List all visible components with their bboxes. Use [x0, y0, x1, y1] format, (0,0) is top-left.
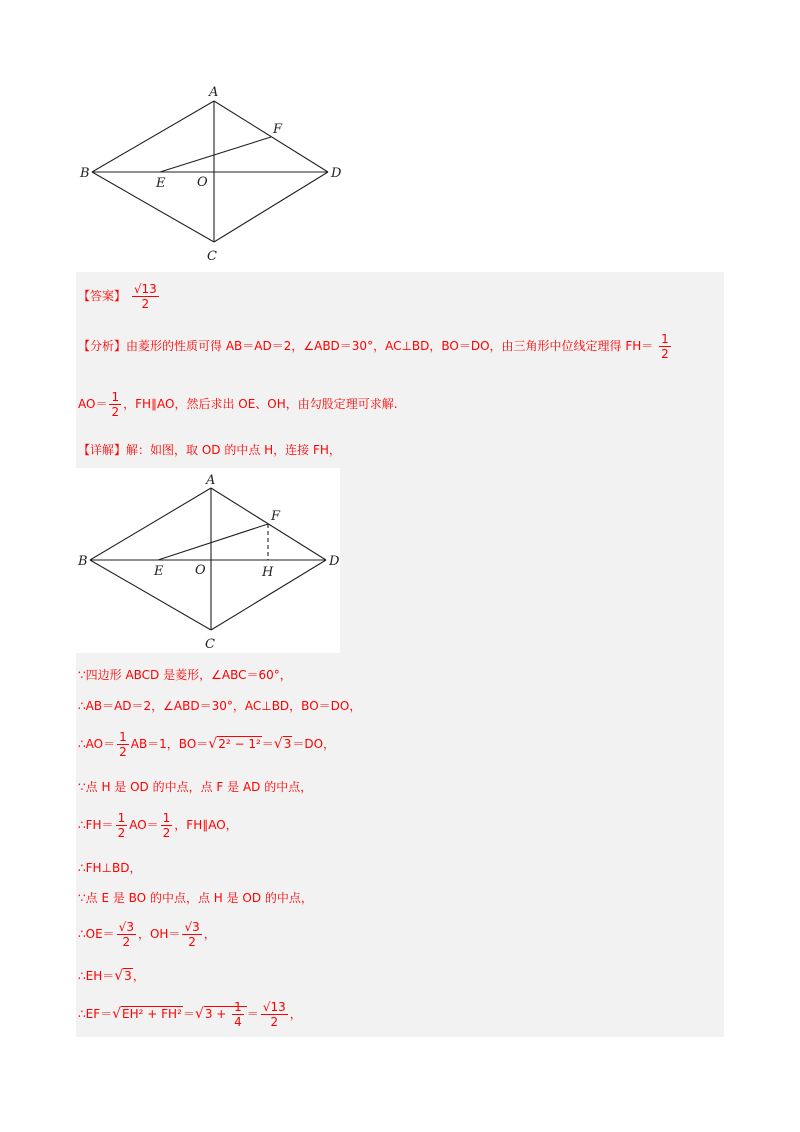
label-e: E [156, 176, 166, 191]
math-text: ∵四边形 ABCD 是菱形，∠ABC＝60°， [78, 668, 292, 682]
math-text: ∵点 H 是 OD 的中点，点 F 是 AD 的中点， [78, 780, 313, 794]
math-text: AO＝ [129, 818, 159, 832]
label2-a: A [206, 473, 216, 488]
analysis-frac1-num: 1 [661, 332, 669, 346]
analysis-line-1 [78, 332, 673, 361]
detail-tag: 【详解】 [78, 443, 127, 457]
analysis-text-1: 由菱形的性质可得 AB＝AD＝2，∠ABD＝30°，AC⊥BD，BO＝DO，由三角形中位线定理得 FH＝ [126, 339, 654, 353]
math-text: AB＝1，BO＝ [130, 737, 209, 751]
segment2-ef [158, 524, 268, 560]
step-9: ∴EH＝√3， [78, 968, 145, 984]
edge2-cb [90, 560, 211, 630]
label-f: F [273, 122, 283, 137]
math-text: 2 [122, 935, 131, 949]
step-6 [78, 860, 142, 876]
label2-d: D [329, 554, 340, 569]
math-text: 2² − 1² [218, 737, 261, 751]
math-text: √3 [184, 920, 200, 934]
math-text: ∴AB＝AD＝2，∠ABD＝30°，AC⊥BD，BO＝DO， [78, 699, 362, 713]
answer-num: √13 [133, 282, 157, 296]
label-o: O [197, 175, 208, 190]
math-text: √13 [262, 1000, 286, 1014]
label-a: A [209, 85, 219, 100]
detail-intro: 解：如图，取 OD 的中点 H，连接 FH， [126, 443, 341, 457]
answer-tag: 【答案】 [78, 289, 127, 303]
label2-f: F [271, 509, 281, 524]
math-text: 1 [162, 811, 171, 825]
label2-b: B [78, 554, 88, 569]
math-text: 1 [117, 811, 126, 825]
analysis-frac2-den: 2 [111, 405, 120, 419]
math-text: EH² + FH² [122, 1007, 182, 1021]
edge-ad [214, 101, 328, 172]
math-text: ∴EH＝ [78, 969, 115, 983]
math-text: ＝ [182, 1007, 195, 1021]
math-text: ∴EF＝ [78, 1007, 113, 1021]
label2-h: H [262, 565, 274, 580]
math-text: 2 [117, 826, 126, 840]
analysis-frac2-num: 1 [111, 390, 120, 404]
step-5 [78, 811, 238, 840]
math-text: ∴OE＝ [78, 927, 115, 941]
math-text: 3 + [204, 1007, 231, 1021]
math-text: 2 [188, 935, 196, 949]
math-text: 2 [162, 826, 171, 840]
math-text: ∴FH＝ [78, 818, 114, 832]
math-text: ， [132, 969, 145, 983]
label2-e: E [154, 564, 164, 579]
math-text: ∵点 E 是 BO 的中点，点 H 是 OD 的中点， [78, 891, 313, 905]
math-text: ＝ [261, 737, 274, 751]
math-text: ，FH∥AO， [174, 818, 238, 832]
step-1 [78, 667, 292, 683]
figure-1-svg [76, 80, 346, 265]
math-text: ＝ [246, 1007, 259, 1021]
step-10: ∴EF＝√EH² + FH²＝√3 + $\frac{1}{4}$ ＝ $\frac{√13}{2}$ ， [78, 1000, 302, 1029]
math-text: 1 [119, 730, 127, 744]
math-text: 1 [234, 1000, 242, 1014]
analysis-line-2 [78, 390, 398, 419]
math-text: ， [203, 927, 216, 941]
figure-2-svg [76, 468, 340, 653]
edge-dc [214, 172, 328, 242]
math-text: 3 [124, 969, 132, 983]
math-text: ， [289, 1007, 302, 1021]
label2-o: O [195, 563, 206, 578]
answer-den: 2 [141, 297, 150, 311]
analysis-frac1-den: 2 [661, 347, 669, 361]
label2-c: C [205, 637, 215, 652]
answer-fraction [132, 282, 159, 311]
math-text: 4 [234, 1015, 242, 1029]
detail-intro-line [78, 442, 341, 458]
step-4 [78, 779, 312, 795]
math-text: ∴FH⊥BD， [78, 861, 142, 875]
step-2 [78, 698, 361, 714]
analysis-text-2-post: ，FH∥AO，然后求出 OE、OH，由勾股定理可求解. [123, 397, 398, 411]
analysis-tag: 【分析】 [78, 339, 127, 353]
analysis-text-2-pre: AO＝ [78, 397, 108, 411]
math-text: 3 [283, 737, 292, 751]
step-7 [78, 890, 313, 906]
answer-line [78, 282, 161, 311]
edge-cb [92, 172, 214, 242]
math-text: 2 [270, 1015, 279, 1029]
figure-1-rhombus [76, 80, 346, 265]
math-text: √3 [118, 920, 134, 934]
math-text: ∴AO＝ [78, 737, 116, 751]
step-3: ∴AO＝ $\frac{1}{2}$ AB＝1，BO＝√2² − 1²＝√3＝DO， [78, 730, 336, 759]
figure-2-rhombus [76, 468, 340, 653]
label-b: B [80, 166, 90, 181]
math-text: ，OH＝ [137, 927, 181, 941]
edge2-ba [90, 488, 211, 560]
label-c: C [207, 249, 217, 264]
step-8 [78, 920, 216, 949]
label-d: D [331, 166, 342, 181]
math-text: 2 [119, 745, 127, 759]
segment-ef [160, 137, 271, 172]
edge-ba [92, 101, 214, 172]
math-text: ＝DO， [292, 737, 336, 751]
